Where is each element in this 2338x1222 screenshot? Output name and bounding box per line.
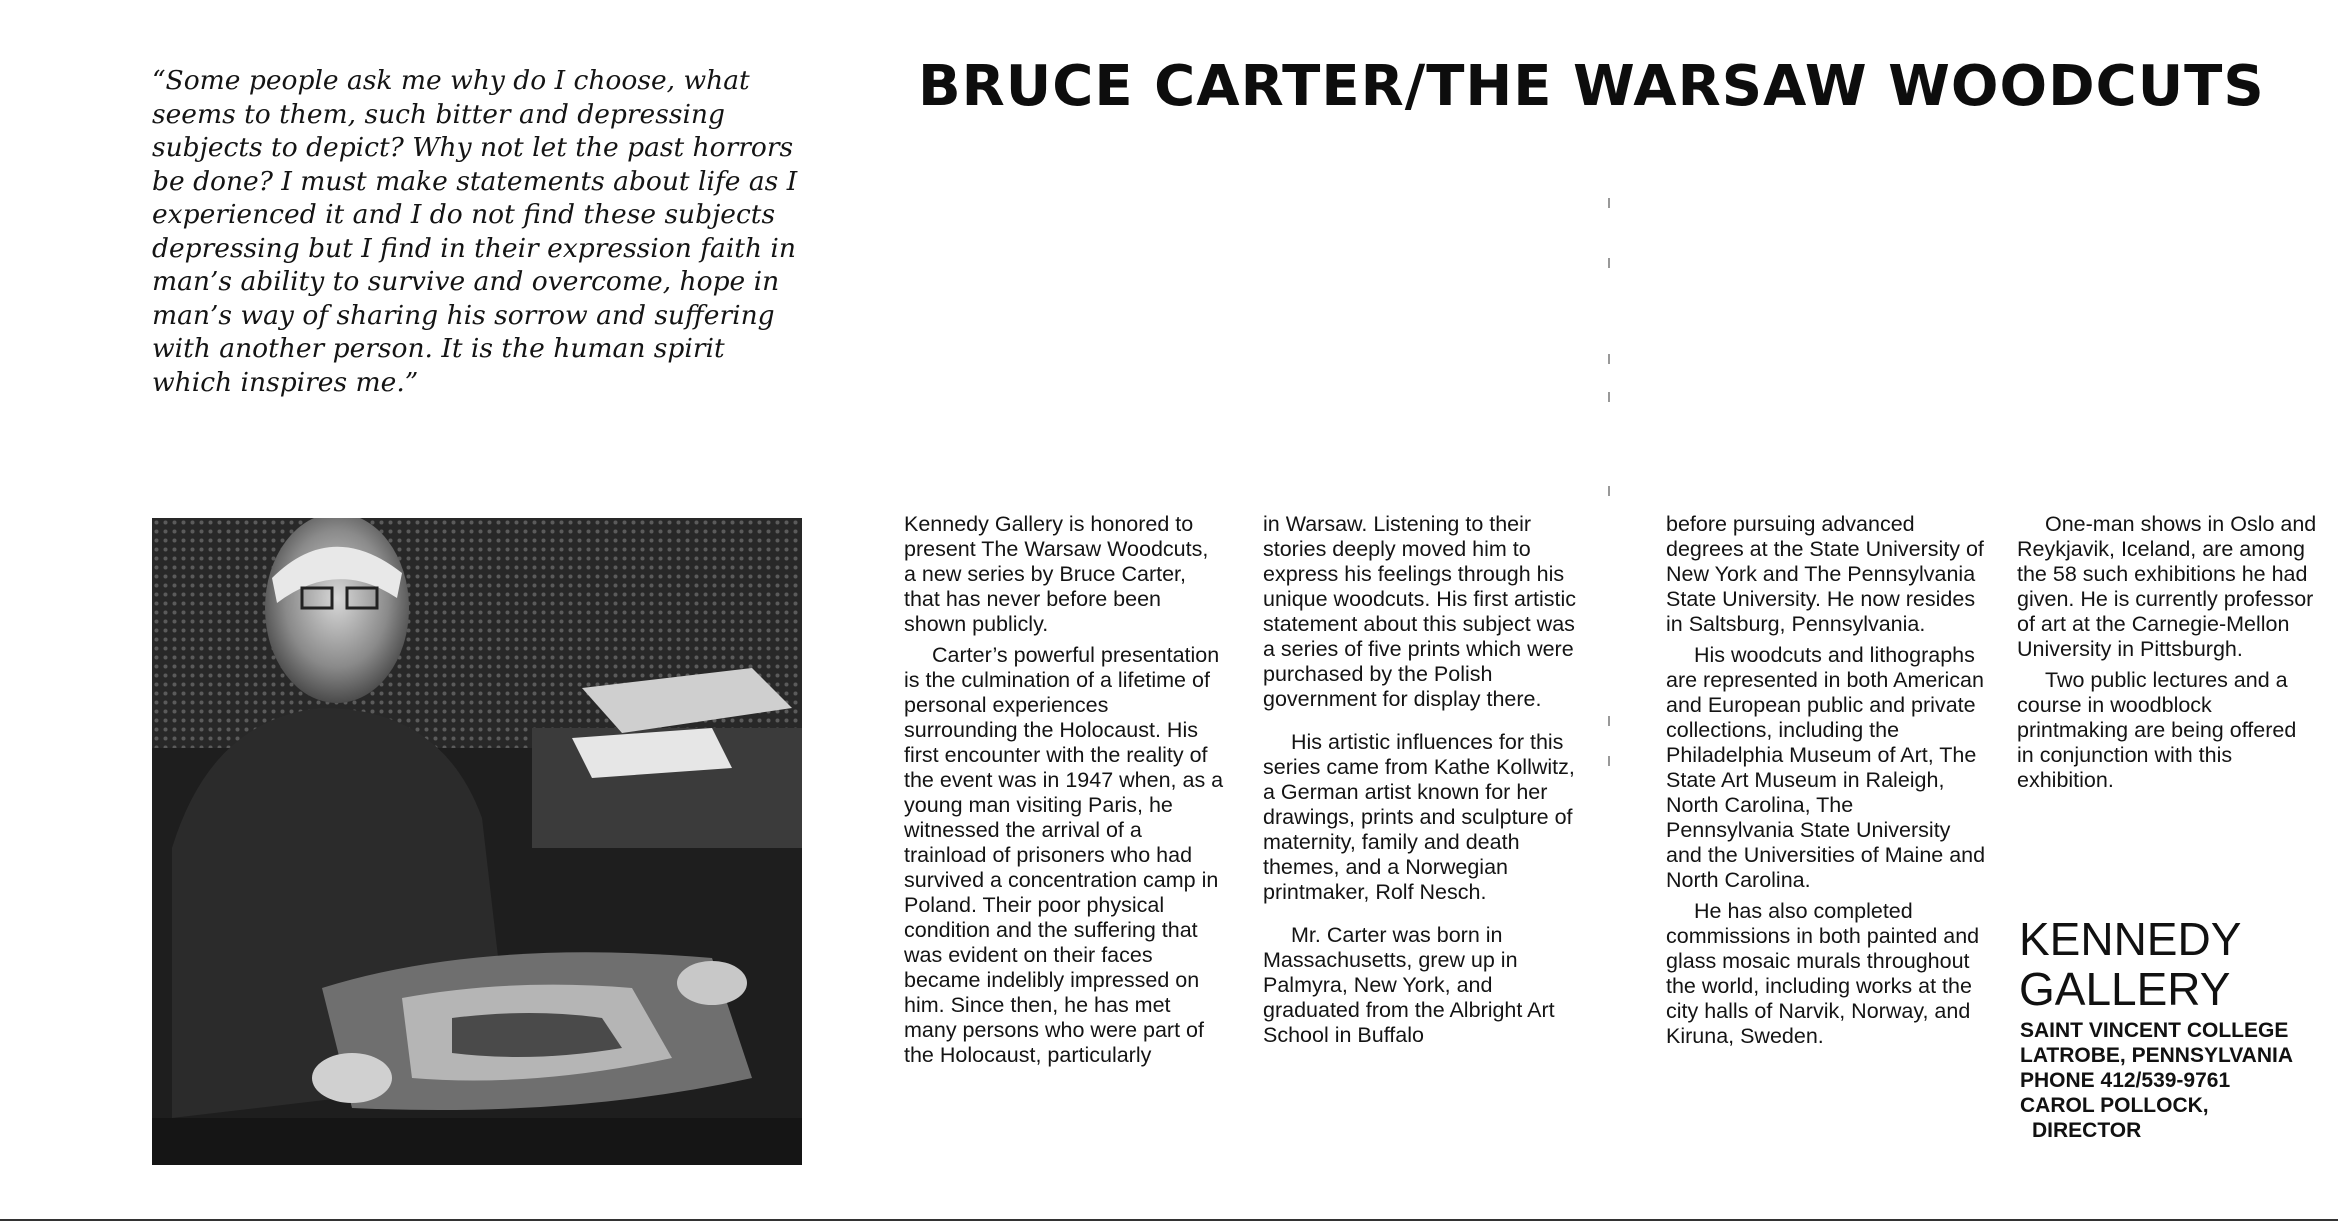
gallery-phone: PHONE 412/539-9761: [2020, 1069, 2231, 1092]
gallery-director-title: DIRECTOR: [2032, 1119, 2142, 1142]
fold-mark: [1608, 354, 1610, 364]
gallery-name-line-2: GALLERY: [2019, 963, 2231, 1015]
holocaust-paragraph: Carter’s powerful presentation is the culmination of a lifetime of personal experiences surrounding the Holocaust. His first encounter with the reality of the event was in 1947 when, as a young man visiting Paris, he witnessed the arrival of a trainload of prisoners who had survived a concentration camp in Poland. Their poor physical condition and the suffering that was evident on their faces became indelibly impressed on him. Since then, he has met many persons who were part of the Holocaust, particularly: [904, 643, 1224, 1067]
influences-paragraph: His artistic influences for this series came from Kathe Kollwitz, a German artist known for her drawings, prints and sculpture of maternity, family and death themes, and a Norwegian printmaker, Rolf Nesch.: [1263, 730, 1575, 904]
exhibitions-paragraph: One-man shows in Oslo and Reykjavik, Iceland, are among the 58 such exhibitions he had given. He is currently professor of art at the Carnegie-Mellon University in Pittsburgh.: [2017, 512, 2317, 661]
artist-quote: “Some people ask me why do I choose, what seems to them, such bitter and depressing subjects to depict? Why not let the past horrors be done? I must make statements about life as I experienced it and I do not find these subjects depressing but I find in their expression faith in man’s ability to survive and overcome, hope in man’s way of sharing his sorrow and suffering with another person. It is the human spirit which inspires me.”: [152, 65, 798, 398]
intro-paragraph: Kennedy Gallery is honored to present The Warsaw Woodcuts, a new series by Bruce Carter, that has never before been shown publicly.: [904, 512, 1209, 636]
artist-photo-image: [152, 518, 802, 1165]
fold-mark: [1608, 486, 1610, 496]
fold-mark: [1608, 756, 1610, 766]
fold-mark: [1608, 198, 1610, 208]
body-column-3: [1666, 512, 1986, 1055]
bottom-border: [0, 1219, 2338, 1221]
gallery-name-line-1: KENNEDY: [2019, 913, 2242, 965]
artist-photo: [152, 518, 802, 1165]
fold-mark: [1608, 258, 1610, 268]
lectures-paragraph: Two public lectures and a course in woodblock printmaking are being offered in conjunction with this exhibition.: [2017, 668, 2297, 792]
fold-mark: [1608, 716, 1610, 726]
gallery-name: [2019, 914, 2241, 1014]
collections-paragraph: His woodcuts and lithographs are represented in both American and European public and private collections, including the Philadelphia Museum of Art, The State Art Museum in Raleigh, North Carolina, The Pennsylvania State University and the Universities of Maine and North Carolina.: [1666, 643, 1986, 892]
commissions-paragraph: He has also completed commissions in both painted and glass mosaic murals throughout the world, including works at the city halls of Narvik, Norway, and Kiruna, Sweden.: [1666, 899, 1980, 1048]
warsaw-paragraph: in Warsaw. Listening to their stories deeply moved him to express his feelings through his unique woodcuts. His first artistic statement about this subject was a series of five prints which were purchased by the Polish government for display there.: [1263, 512, 1577, 711]
gallery-college: SAINT VINCENT COLLEGE: [2020, 1019, 2289, 1042]
page-title: BRUCE CARTER/THE WARSAW WOODCUTS: [918, 54, 2265, 119]
body-column-2: [1263, 512, 1583, 1054]
gallery-contact-info: [2020, 1018, 2293, 1143]
biography-paragraph: Mr. Carter was born in Massachusetts, grew up in Palmyra, New York, and graduated from the Albright Art School in Buffalo: [1263, 923, 1555, 1047]
gallery-director-name: CAROL POLLOCK,: [2020, 1094, 2209, 1117]
education-paragraph: before pursuing advanced degrees at the State University of New York and The Pennsylvania State University. He now resides in Saltsburg, Pennsylvania.: [1666, 512, 1984, 636]
fold-mark: [1608, 392, 1610, 402]
gallery-location: LATROBE, PENNSYLVANIA: [2020, 1044, 2294, 1067]
body-column-1: [904, 512, 1224, 1074]
body-column-4: [2017, 512, 2317, 799]
